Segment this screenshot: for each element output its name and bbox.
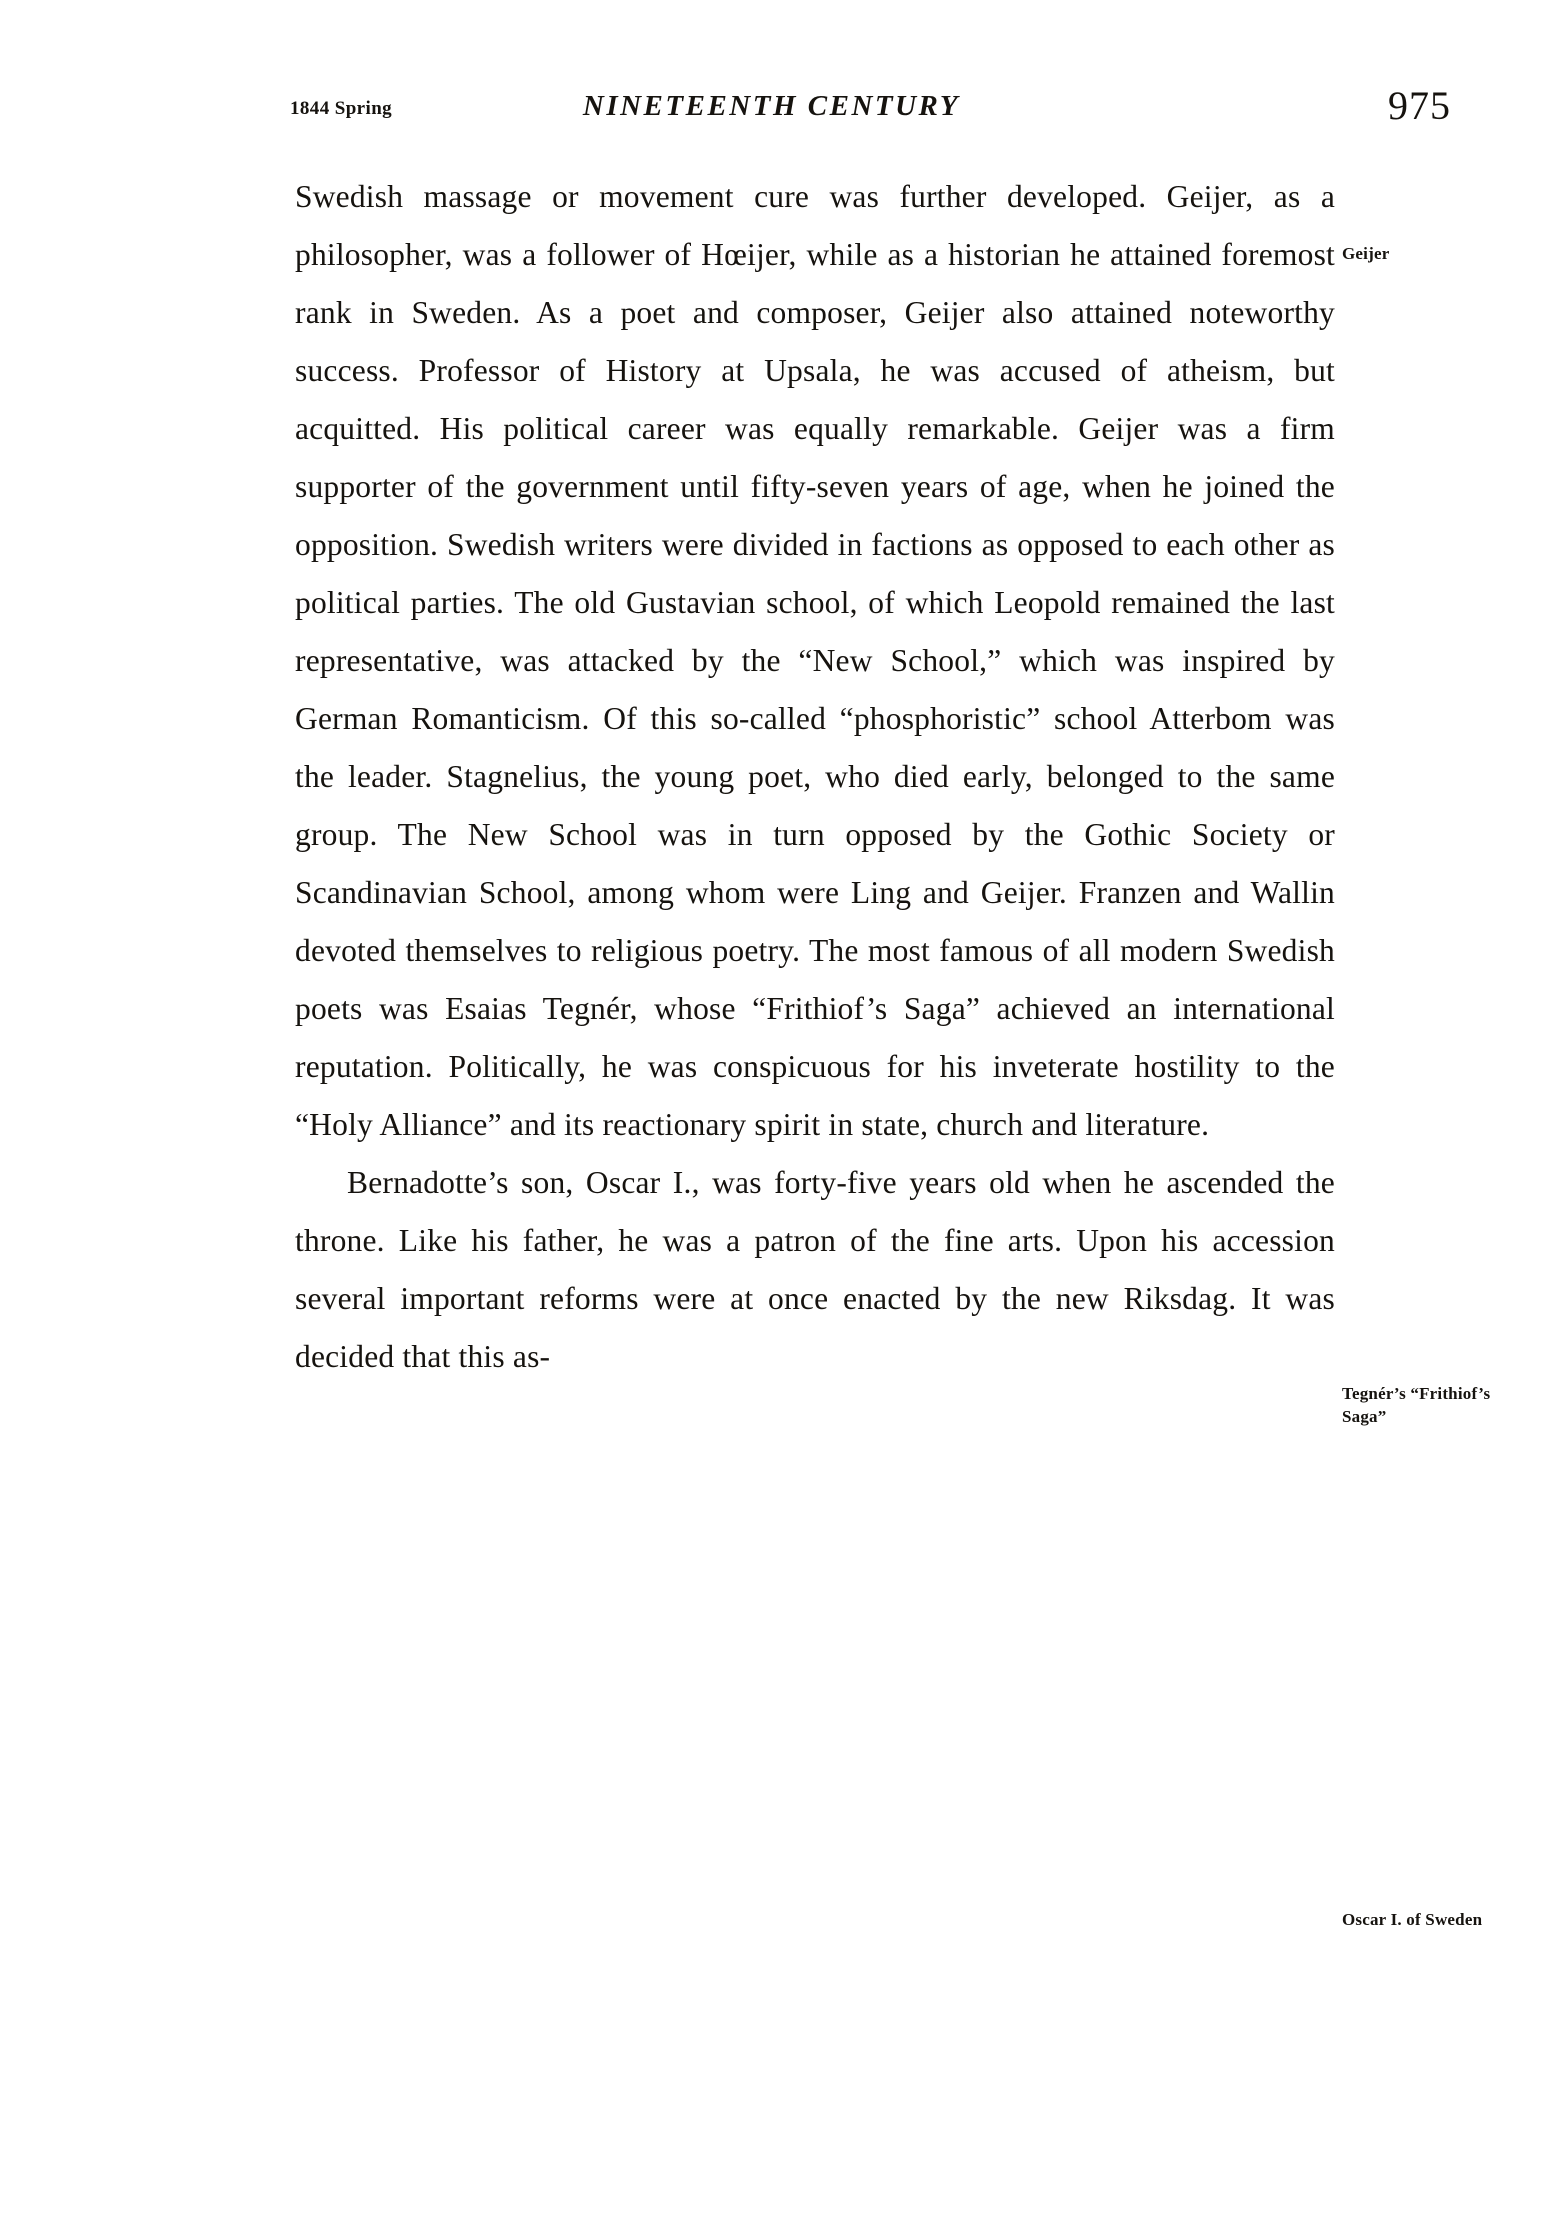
body-text-column	[295, 168, 1335, 1386]
page-number: 975	[1388, 83, 1451, 128]
running-head	[0, 83, 1543, 130]
paragraph: Swedish massage or movement cure was further developed. Geijer, as a philosopher, was a follower of Hœijer, while as a historian he attained foremost rank in Sweden. As a poet and composer, Geijer also attained noteworthy success. Professor of History at Upsala, he was accused of atheism, but acquitted. His political career was equally remarkable. Geijer was a firm supporter of the government until fifty-seven years of age, when he joined the opposition. Swedish writers were divided in factions as opposed to each other as political parties. The old Gustavian school, of which Leopold remained the last representative, was attacked by the “New School,” which was inspired by German Romanticism. Of this so-called “phosphoristic” school Atterbom was the leader. Stagnelius, the young poet, who died early, belonged to the same group. The New School was in turn opposed by the Gothic Society or Scandinavian School, among whom were Ling and Geijer. Franzen and Wallin devoted themselves to religious poetry. The most famous of all modern Swedish poets was Esaias Tegnér, whose “Frithiof’s Saga” achieved an international reputation. Politically, he was conspicuous for his inveterate hostility to the “Holy Alliance” and its reactionary spirit in state, church and literature.	[295, 179, 1335, 1142]
paragraph: Bernadotte’s son, Oscar I., was forty-five years old when he ascended the throne. Like his father, he was a patron of the fine arts. Upon his accession several important reforms were at once enacted by the new Riksdag. It was decided that this as-	[295, 1165, 1335, 1374]
marginal-note-tegner: Tegnér’s “Frithiof’s Saga”	[1342, 1384, 1491, 1426]
marginal-note-geijer: Geijer	[1342, 244, 1390, 263]
marginal-note-oscar: Oscar I. of Sweden	[1342, 1910, 1483, 1929]
running-head-title: NINETEENTH CENTURY	[582, 90, 961, 122]
running-head-left: 1844 Spring	[290, 98, 393, 119]
